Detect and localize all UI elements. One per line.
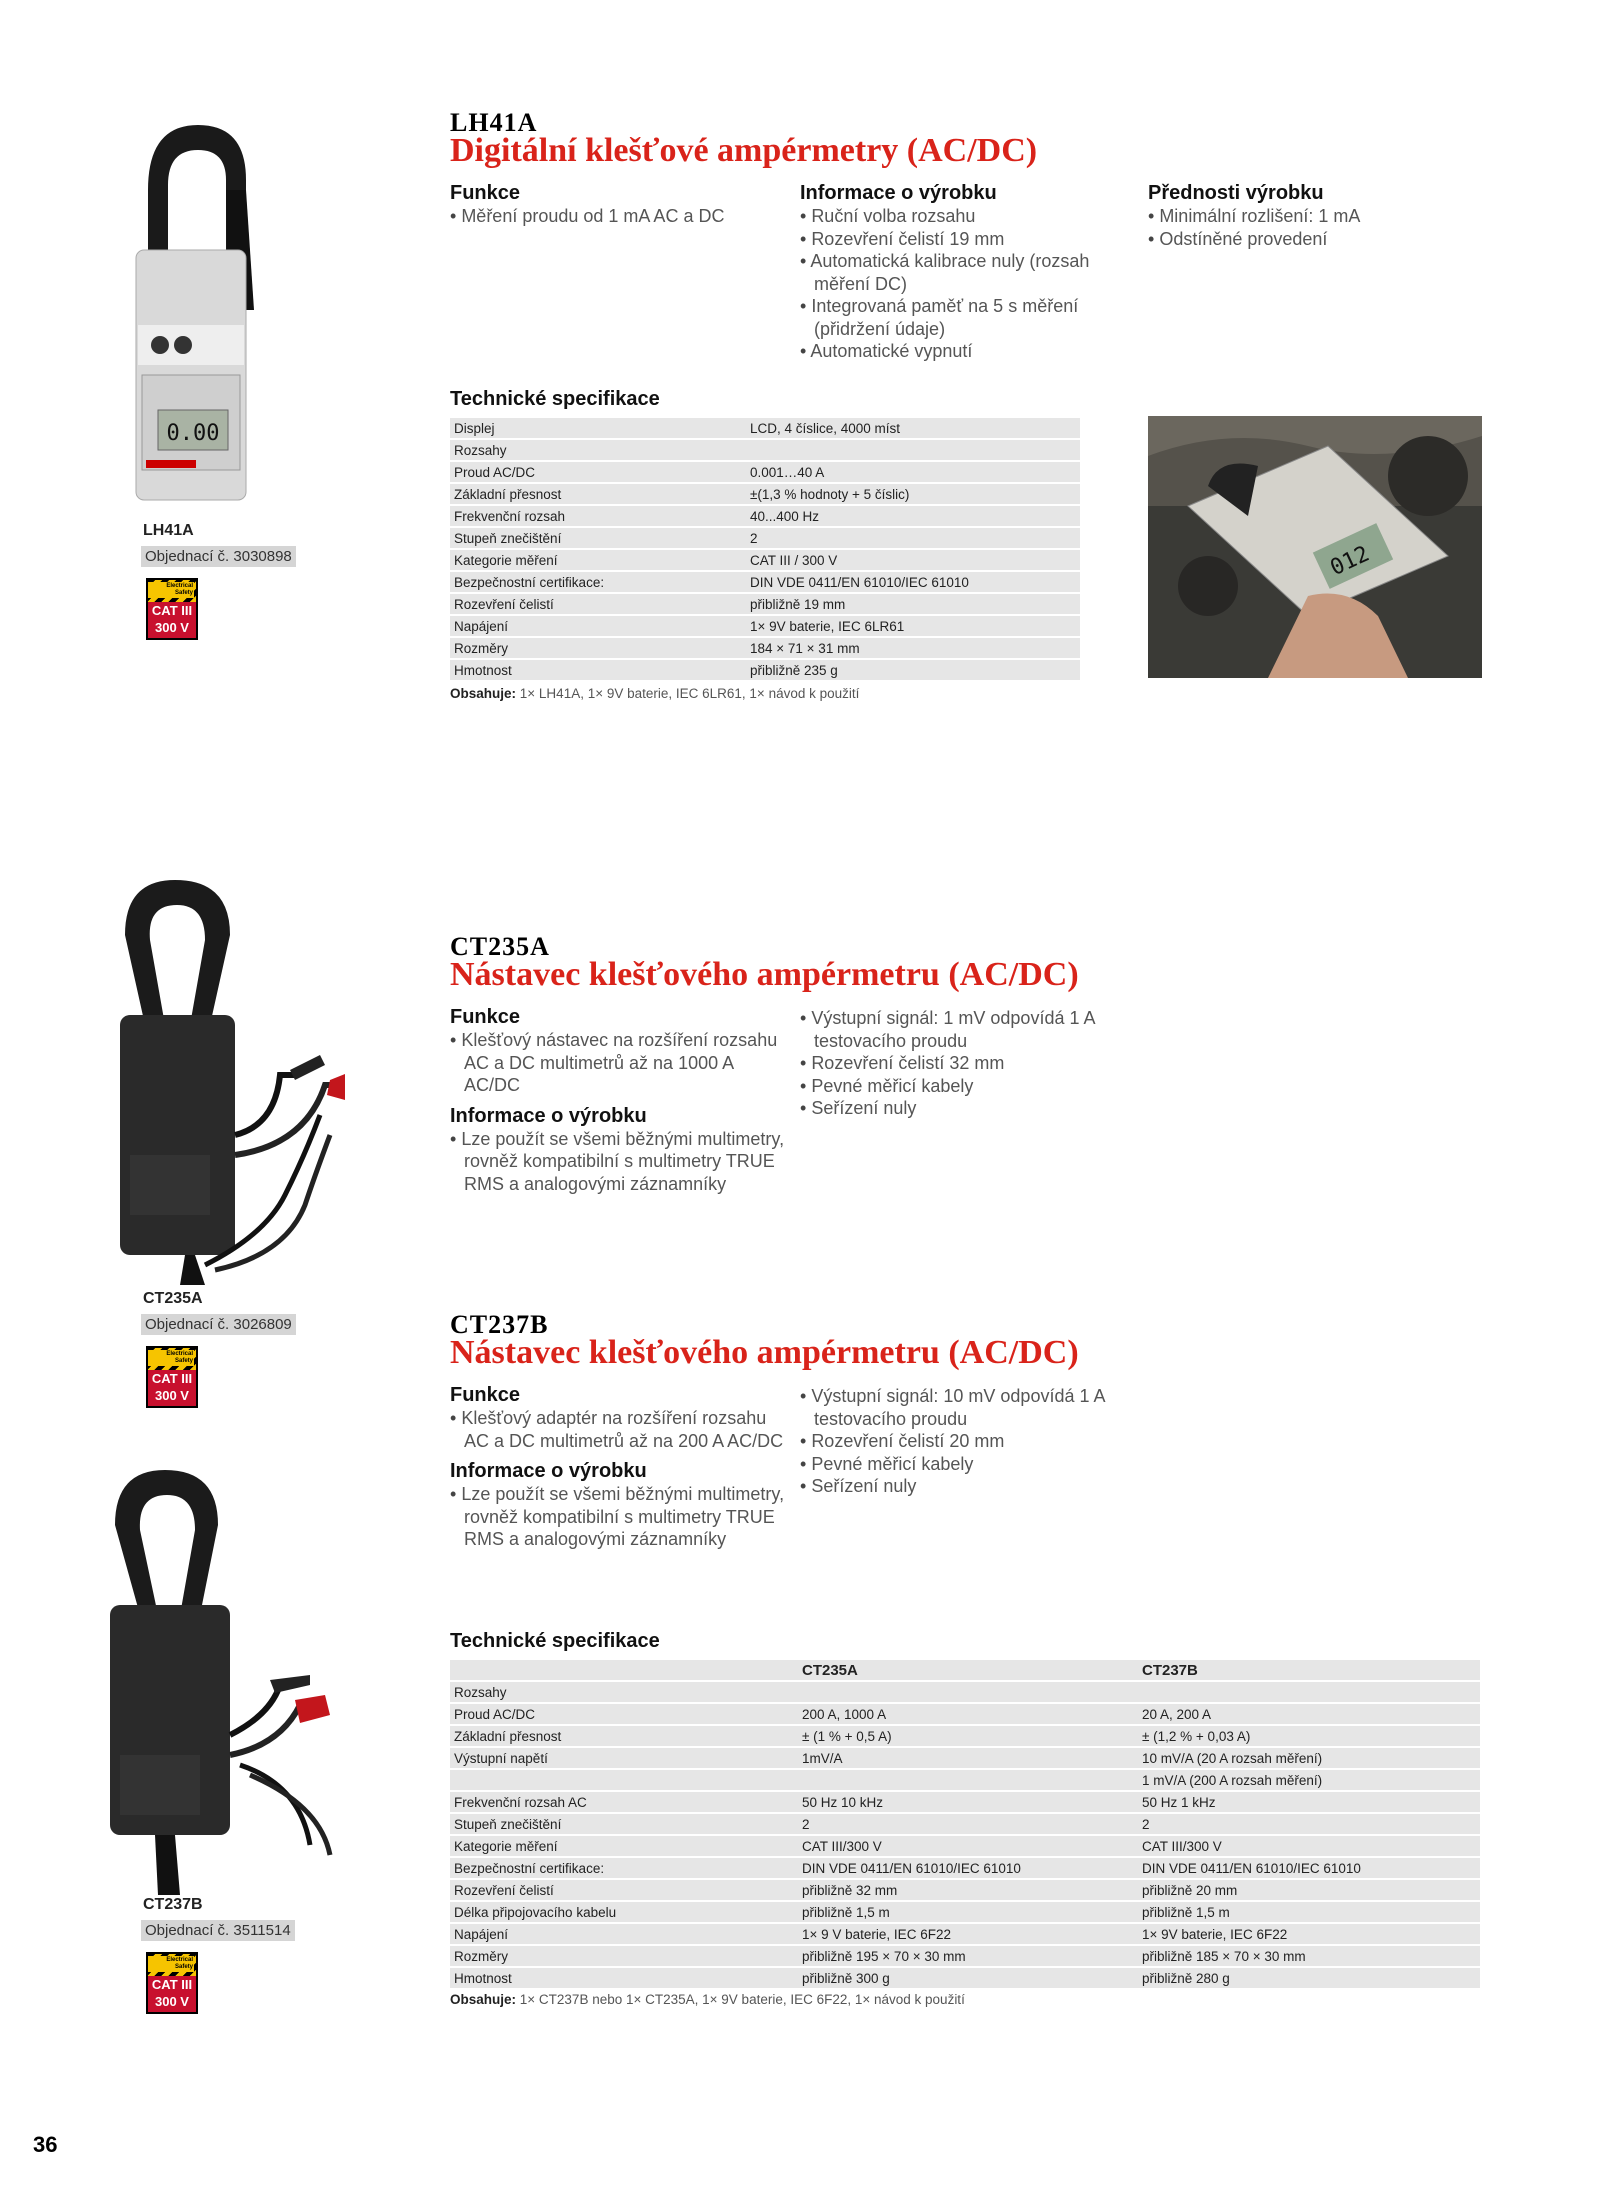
table-cell: DIN VDE 0411/EN 61010/IEC 61010: [1138, 1858, 1480, 1878]
ct-spec-heading: Technické specifikace: [450, 1630, 660, 1652]
lh41a-funkce: [450, 182, 780, 228]
section-heading: Funkce: [450, 1006, 521, 1028]
table-cell: 1× 9V baterie, IEC 6LR61: [746, 616, 1080, 636]
photo-display-text: 012: [1326, 541, 1374, 582]
table-cell: 1 mV/A (200 A rozsah měření): [1138, 1770, 1480, 1790]
table-cell: Displej: [450, 418, 746, 438]
table-cell: 50 Hz 10 kHz: [798, 1792, 1138, 1812]
lh41a-spec-table: [450, 416, 1080, 682]
cat-iii-badge: Electrical Safety CAT III 300 V: [146, 1952, 198, 2014]
list-item: • Automatické vypnutí: [800, 340, 1120, 363]
table-row: [450, 1858, 1480, 1878]
table-row: [450, 550, 1080, 570]
table-cell: Hmotnost: [450, 1968, 798, 1988]
table-cell: přibližně 235 g: [746, 660, 1080, 680]
table-cell: DIN VDE 0411/EN 61010/IEC 61010: [746, 572, 1080, 592]
table-row: [450, 484, 1080, 504]
table-row: [450, 1968, 1480, 1988]
list-item: • Odstíněné provedení: [1148, 228, 1448, 251]
list-item: • Automatická kalibrace nuly (rozsah měření DC): [800, 250, 1120, 295]
lh41a-display-text: 0.00: [166, 421, 220, 446]
section-heading: Informace o výrobku: [450, 1104, 647, 1127]
table-row: [450, 1814, 1480, 1834]
table-row: [450, 462, 1080, 482]
table-cell: Proud AC/DC: [450, 1704, 798, 1724]
table-cell: 2: [746, 528, 1080, 548]
ct237b-col1: [450, 1384, 790, 1551]
table-row: [450, 638, 1080, 658]
table-cell: CAT III / 300 V: [746, 550, 1080, 570]
table-cell: CAT III/300 V: [798, 1836, 1138, 1856]
table-row: [450, 528, 1080, 548]
table-cell: Bezpečnostní certifikace:: [450, 1858, 798, 1878]
table-cell: přibližně 19 mm: [746, 594, 1080, 614]
list-item: • Integrovaná paměť na 5 s měření (přidržení údaje): [800, 295, 1120, 340]
list-item: • Rozevření čelistí 20 mm: [800, 1430, 1130, 1453]
table-cell: Délka připojovacího kabelu: [450, 1902, 798, 1922]
table-header-cell: CT235A: [798, 1660, 1138, 1680]
table-row: [450, 1726, 1480, 1746]
table-cell: 1× 9V baterie, IEC 6F22: [1138, 1924, 1480, 1944]
ct237b-col2: [800, 1385, 1130, 1498]
list-item: • Klešťový nástavec na rozšíření rozsahu AC a DC multimetrů až na 1000 A AC/DC: [450, 1029, 790, 1097]
section-heading: Informace o výrobku: [450, 1460, 647, 1482]
table-cell: přibližně 280 g: [1138, 1968, 1480, 1988]
lh41a-contents: Obsahuje: 1× LH41A, 1× 9V baterie, IEC 6LR61, 1× návod k použití: [450, 686, 860, 701]
cat-iii-badge: Electrical Safety CAT III 300 V: [146, 1346, 198, 1408]
table-header-cell: CT237B: [1138, 1660, 1480, 1680]
list-item: • Seřízení nuly: [800, 1097, 1130, 1120]
table-row: [450, 660, 1080, 680]
table-row: [450, 616, 1080, 636]
table-row: [450, 1704, 1480, 1724]
table-cell: Rozměry: [450, 1946, 798, 1966]
table-row: [450, 1902, 1480, 1922]
cat-iii-badge: Electrical Safety CAT III 300 V: [146, 578, 198, 640]
table-cell: Stupeň znečištění: [450, 1814, 798, 1834]
table-cell: DIN VDE 0411/EN 61010/IEC 61010: [798, 1858, 1138, 1878]
ct237b-product-image: [100, 1465, 340, 1905]
list-item: • Výstupní signál: 10 mV odpovídá 1 A testovacího proudu: [800, 1385, 1130, 1430]
table-cell: Kategorie měření: [450, 1836, 798, 1856]
table-cell: přibližně 20 mm: [1138, 1880, 1480, 1900]
list-item: • Pevné měřicí kabely: [800, 1453, 1130, 1476]
table-row: [450, 1946, 1480, 1966]
list-item: • Ruční volba rozsahu: [800, 205, 1120, 228]
table-cell: 10 mV/A (20 A rozsah měření): [1138, 1748, 1480, 1768]
table-cell: přibližně 1,5 m: [1138, 1902, 1480, 1922]
table-cell: [746, 440, 1080, 460]
section-heading: Informace o výrobku: [800, 182, 997, 204]
table-cell: 1mV/A: [798, 1748, 1138, 1768]
table-row: [450, 1682, 1480, 1702]
lh41a-prednosti: [1148, 182, 1448, 250]
table-cell: 2: [798, 1814, 1138, 1834]
list-item: • Klešťový adaptér na rozšíření rozsahu AC a DC multimetrů až na 200 A AC/DC: [450, 1407, 790, 1452]
table-cell: Rozsahy: [450, 1682, 798, 1702]
table-cell: přibližně 185 × 70 × 30 mm: [1138, 1946, 1480, 1966]
lh41a-info: [800, 182, 1120, 363]
table-cell: Hmotnost: [450, 660, 746, 680]
section-heading: Přednosti výrobku: [1148, 182, 1324, 204]
table-row: [450, 1792, 1480, 1812]
lh41a-product-label: LH41A: [143, 522, 194, 539]
list-item: • Rozevření čelistí 32 mm: [800, 1052, 1130, 1075]
lh41a-usage-photo: [1148, 416, 1482, 678]
table-cell: [1138, 1682, 1480, 1702]
table-cell: Frekvenční rozsah: [450, 506, 746, 526]
table-cell: přibližně 195 × 70 × 30 mm: [798, 1946, 1138, 1966]
table-cell: Stupeň znečištění: [450, 528, 746, 548]
ct235a-product-label: CT235A: [143, 1290, 203, 1307]
page-number: 36: [33, 2132, 58, 2157]
table-cell: [450, 1770, 798, 1790]
list-item: • Měření proudu od 1 mA AC a DC: [450, 205, 780, 228]
table-cell: [798, 1770, 1138, 1790]
table-cell: LCD, 4 číslice, 4000 míst: [746, 418, 1080, 438]
table-row: [450, 1836, 1480, 1856]
table-cell: ± (1,2 % + 0,03 A): [1138, 1726, 1480, 1746]
table-row: [450, 572, 1080, 592]
section-heading: Funkce: [450, 182, 521, 204]
table-cell: Bezpečnostní certifikace:: [450, 572, 746, 592]
list-item: • Lze použít se všemi běžnými multimetry, rovněž kompatibilní s multimetry TRUE RMS a analogovými záznamníky: [450, 1128, 790, 1196]
table-cell: Rozsahy: [450, 440, 746, 460]
list-item: • Výstupní signál: 1 mV odpovídá 1 A testovacího proudu: [800, 1007, 1130, 1052]
list-item: • Rozevření čelistí 19 mm: [800, 228, 1120, 251]
list-item: • Seřízení nuly: [800, 1475, 1130, 1498]
table-cell: Rozměry: [450, 638, 746, 658]
table-row: [450, 418, 1080, 438]
ct-spec-table: [450, 1658, 1480, 1990]
lh41a-model: LH41A: [450, 108, 538, 137]
table-cell: 20 A, 200 A: [1138, 1704, 1480, 1724]
table-cell: ±(1,3 % hodnoty + 5 číslic): [746, 484, 1080, 504]
ct237b-model: CT237B: [450, 1310, 549, 1339]
ct235a-product-image: [105, 875, 345, 1285]
table-cell: Rozevření čelistí: [450, 594, 746, 614]
table-row: [450, 1748, 1480, 1768]
table-cell: Kategorie měření: [450, 550, 746, 570]
section-heading: Funkce: [450, 1384, 521, 1406]
ct237b-order-number: Objednací č. 3511514: [141, 1920, 295, 1941]
table-row: [450, 1880, 1480, 1900]
lh41a-spec-heading: Technické specifikace: [450, 388, 660, 410]
table-row: [450, 440, 1080, 460]
table-cell: 50 Hz 1 kHz: [1138, 1792, 1480, 1812]
ct237b-product-label: CT237B: [143, 1896, 203, 1913]
table-row: [450, 1924, 1480, 1944]
table-cell: přibližně 300 g: [798, 1968, 1138, 1988]
table-cell: Základní přesnost: [450, 1726, 798, 1746]
table-cell: 2: [1138, 1814, 1480, 1834]
list-item: • Lze použít se všemi běžnými multimetry, rovněž kompatibilní s multimetry TRUE RMS a analogovými záznamníky: [450, 1483, 790, 1551]
table-cell: 40...400 Hz: [746, 506, 1080, 526]
table-row: [450, 1770, 1480, 1790]
list-item: • Minimální rozlišení: 1 mA: [1148, 205, 1448, 228]
ct235a-model: CT235A: [450, 932, 550, 961]
table-cell: Základní přesnost: [450, 484, 746, 504]
table-cell: Rozevření čelistí: [450, 1880, 798, 1900]
table-cell: ± (1 % + 0,5 A): [798, 1726, 1138, 1746]
ct235a-order-number: Objednací č. 3026809: [141, 1314, 296, 1335]
list-item: • Pevné měřicí kabely: [800, 1075, 1130, 1098]
table-row: [450, 594, 1080, 614]
ct235a-title: Nástavec klešťového ampérmetru (AC/DC): [450, 956, 1079, 993]
table-cell: Výstupní napětí: [450, 1748, 798, 1768]
table-cell: přibližně 32 mm: [798, 1880, 1138, 1900]
table-cell: 184 × 71 × 31 mm: [746, 638, 1080, 658]
table-cell: Frekvenční rozsah AC: [450, 1792, 798, 1812]
table-row: [450, 506, 1080, 526]
lh41a-product-image: [128, 120, 258, 510]
table-cell: 0.001…40 A: [746, 462, 1080, 482]
table-cell: 200 A, 1000 A: [798, 1704, 1138, 1724]
ct-contents: Obsahuje: 1× CT237B nebo 1× CT235A, 1× 9V baterie, IEC 6F22, 1× návod k použití: [450, 1992, 965, 2007]
ct237b-title: Nástavec klešťového ampérmetru (AC/DC): [450, 1334, 1079, 1371]
table-cell: Proud AC/DC: [450, 462, 746, 482]
ct235a-col1: [450, 1006, 790, 1195]
table-header-cell: [450, 1660, 798, 1680]
table-cell: CAT III/300 V: [1138, 1836, 1480, 1856]
table-cell: Napájení: [450, 1924, 798, 1944]
table-cell: 1× 9 V baterie, IEC 6F22: [798, 1924, 1138, 1944]
table-cell: [798, 1682, 1138, 1702]
ct235a-col2: [800, 1007, 1130, 1120]
table-cell: Napájení: [450, 616, 746, 636]
lh41a-title: Digitální klešťové ampérmetry (AC/DC): [450, 132, 1038, 169]
table-header-row: [450, 1660, 1480, 1680]
table-cell: přibližně 1,5 m: [798, 1902, 1138, 1922]
lh41a-order-number: Objednací č. 3030898: [141, 546, 296, 567]
